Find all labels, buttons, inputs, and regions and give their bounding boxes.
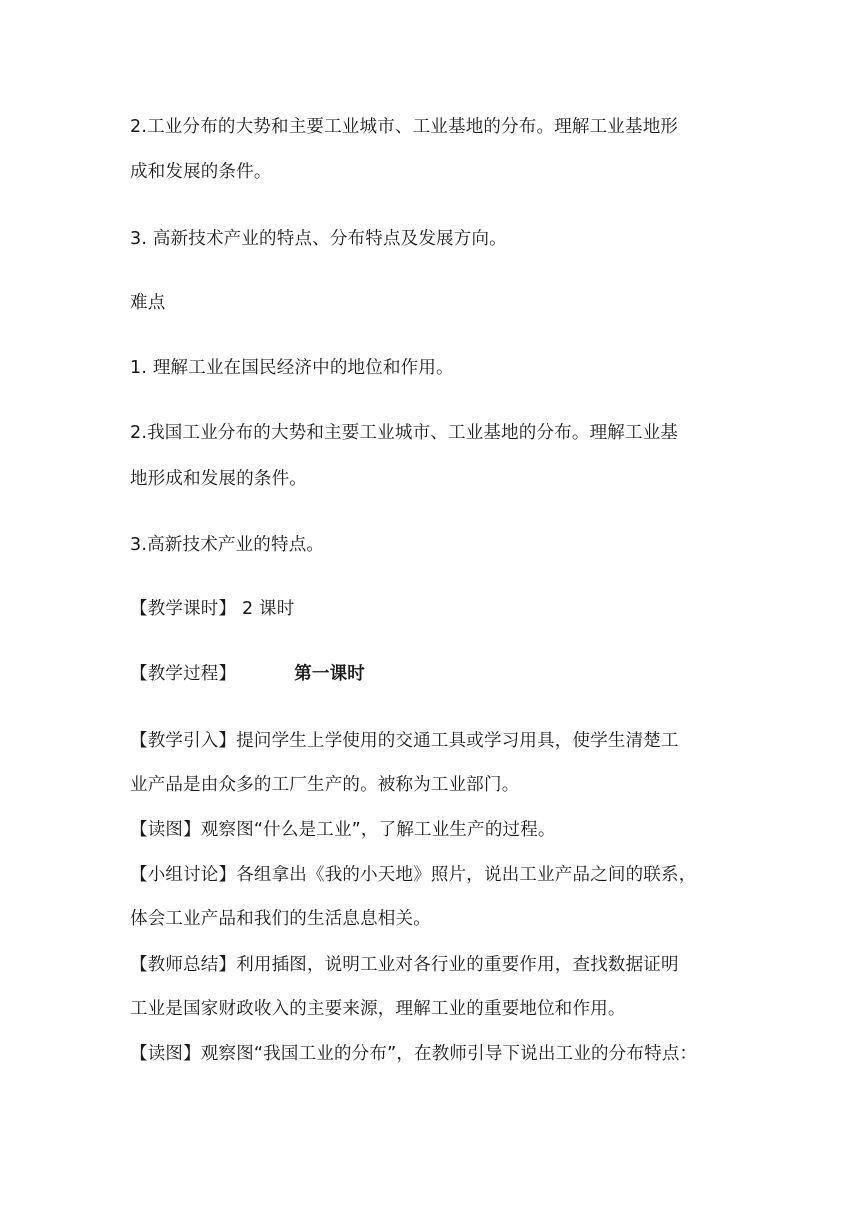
paragraph-line: 【教师总结】利用插图，说明工业对各行业的重要作用，查找数据证明 — [130, 955, 679, 975]
lesson-title: 第一课时 — [294, 664, 366, 684]
paragraph-line: 2.工业分布的大势和主要工业城市、工业基地的分布。理解工业基地形 — [130, 117, 679, 137]
paragraph-line: 【读图】观察图“什么是工业”，了解工业生产的过程。 — [130, 820, 556, 840]
paragraph-line: 2.我国工业分布的大势和主要工业城市、工业基地的分布。理解工业基 — [130, 423, 679, 443]
paragraph-line: 工业是国家财政收入的主要来源，理解工业的重要地位和作用。 — [130, 999, 626, 1019]
teaching-hours: 【教学课时】 2 课时 — [130, 599, 295, 619]
teaching-process-heading — [130, 662, 750, 686]
paragraph-line: 【读图】观察图“我国工业的分布”，在教师引导下说出工业的分布特点： — [130, 1044, 698, 1064]
section-heading: 难点 — [130, 293, 166, 313]
paragraph-line: 业产品是由众多的工厂生产的。被称为工业部门。 — [130, 775, 520, 795]
paragraph-line: 地形成和发展的条件。 — [130, 469, 307, 489]
paragraph-line: 【小组讨论】各组拿出《我的小天地》照片，说出工业产品之间的联系， — [130, 865, 697, 885]
paragraph-line: 【教学引入】提问学生上学使用的交通工具或学习用具，使学生清楚工 — [130, 731, 679, 751]
paragraph-line: 3.高新技术产业的特点。 — [130, 535, 325, 555]
paragraph-line: 3. 高新技术产业的特点、分布特点及发展方向。 — [130, 229, 507, 249]
process-label: 【教学过程】 — [130, 664, 237, 684]
paragraph-line: 体会工业产品和我们的生活息息相关。 — [130, 909, 431, 929]
paragraph-line: 成和发展的条件。 — [130, 162, 272, 182]
paragraph-line: 1. 理解工业在国民经济中的地位和作用。 — [130, 358, 454, 378]
